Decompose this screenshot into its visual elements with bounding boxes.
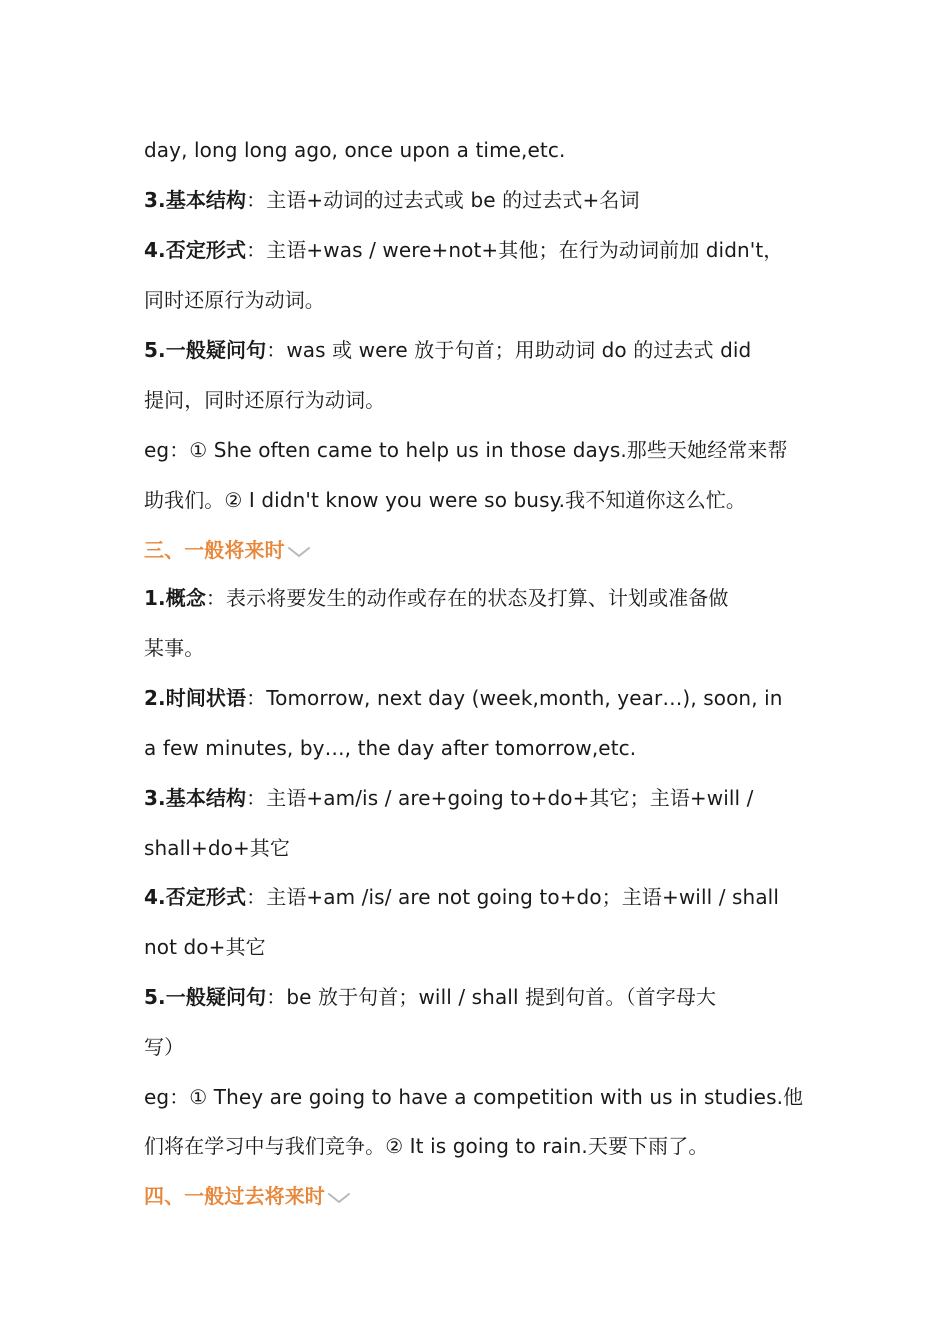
line-text: shall+do+其它: [144, 836, 291, 860]
line-label: 5.一般疑问句: [144, 985, 267, 1009]
text-line: [144, 436, 824, 464]
line-text: ：was 或 were 放于句首；用助动词 do 的过去式 did: [266, 338, 752, 362]
text-line: [144, 834, 824, 862]
line-text: eg：① She often came to help us in those days.那些天她经常来帮: [144, 438, 788, 462]
line-label: 4.否定形式: [144, 238, 247, 262]
line-text: ：主语+am /is/ are not going to+do；主语+will / shall: [246, 885, 779, 909]
section-heading-text: 四、一般过去将来时: [144, 1184, 325, 1208]
section-heading[interactable]: [144, 1182, 824, 1210]
text-line: [144, 386, 824, 414]
line-label: 1.概念: [144, 586, 206, 610]
text-line: [144, 1132, 824, 1160]
line-label: 4.否定形式: [144, 885, 247, 909]
line-text: 们将在学习中与我们竞争。② It is going to rain.天要下雨了。: [144, 1134, 709, 1158]
line-text: ：表示将要发生的动作或存在的状态及打算、计划或准备做: [205, 586, 729, 610]
line-label: 5.一般疑问句: [144, 338, 267, 362]
text-line: [144, 1033, 824, 1061]
line-text: 提问，同时还原行为动词。: [144, 388, 386, 412]
section-heading-text: 三、一般将来时: [144, 538, 285, 562]
line-label: 3.基本结构: [144, 188, 247, 212]
chevron-down-icon[interactable]: [327, 1191, 351, 1205]
line-text: ：Tomorrow, next day (week,month, year…), soon, in: [246, 686, 783, 710]
line-label: 2.时间状语: [144, 686, 247, 710]
text-line: [144, 734, 824, 762]
text-line: [144, 486, 824, 514]
text-line: [144, 684, 824, 712]
text-line: [144, 584, 824, 612]
text-line: [144, 336, 824, 364]
line-text: ：主语+am/is / are+going to+do+其它；主语+will /: [246, 786, 754, 810]
text-line: [144, 136, 824, 164]
text-line: [144, 784, 824, 812]
line-text: 某事。: [144, 636, 205, 660]
line-text: ：主语+was / were+not+其他；在行为动词前加 didn't，: [246, 238, 784, 262]
line-text: ：主语+动词的过去式或 be 的过去式+名词: [246, 188, 640, 212]
text-line: [144, 634, 824, 662]
line-label: 3.基本结构: [144, 786, 247, 810]
line-text: eg：① They are going to have a competition with us in studies.他: [144, 1085, 804, 1109]
text-line: [144, 983, 824, 1011]
line-text: 同时还原行为动词。: [144, 288, 325, 312]
text-line: [144, 286, 824, 314]
line-text: a few minutes, by…, the day after tomorrow,etc.: [144, 736, 637, 760]
chevron-down-icon[interactable]: [287, 545, 311, 559]
text-line: [144, 1083, 824, 1111]
line-text: 写）: [144, 1035, 185, 1059]
section-heading[interactable]: [144, 536, 824, 564]
text-line: [144, 236, 824, 264]
line-text: day, long long ago, once upon a time,etc.: [144, 138, 566, 162]
line-text: 助我们。② I didn't know you were so busy.我不知道你这么忙。: [144, 488, 747, 512]
line-text: ：be 放于句首；will / shall 提到句首。（首字母大: [266, 985, 717, 1009]
text-line: [144, 883, 824, 911]
text-line: [144, 186, 824, 214]
text-line: [144, 933, 824, 961]
line-text: not do+其它: [144, 935, 266, 959]
